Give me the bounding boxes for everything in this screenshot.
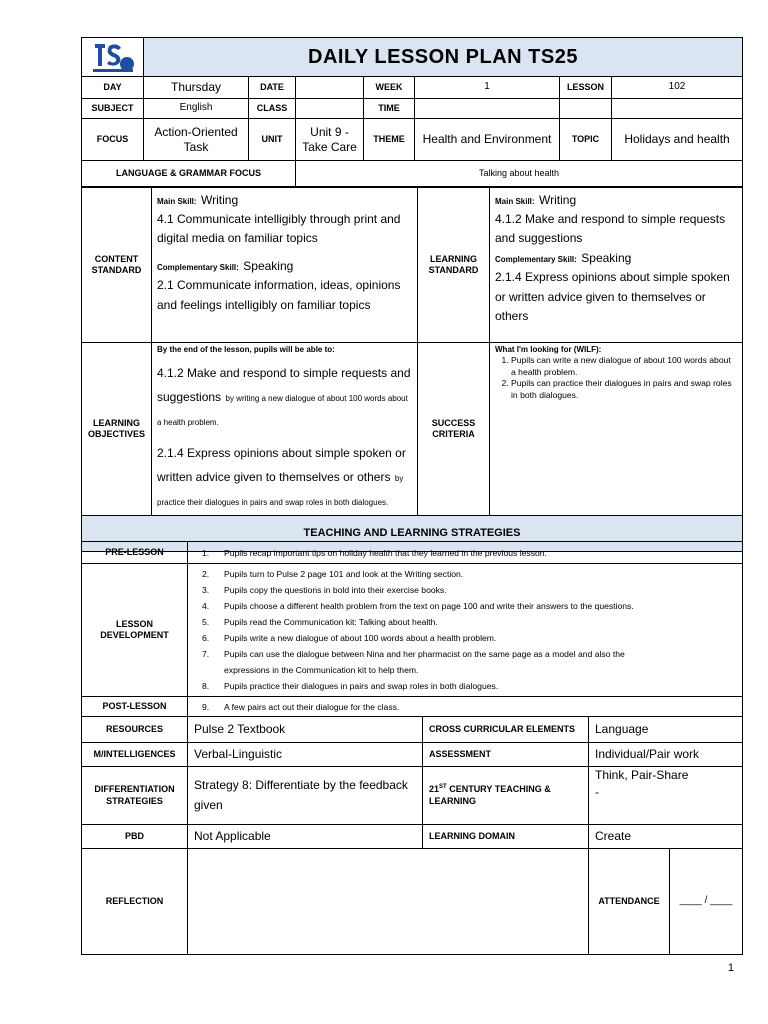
page-title: DAILY LESSON PLAN TS25 [144,38,743,77]
strategies-header: TEACHING AND LEARNING STRATEGIES [82,516,743,552]
assessment-value: Individual/Pair work [589,743,743,767]
lesson-steps-table [81,541,743,717]
week-value: 1 [415,77,560,99]
ts25-logo-icon [89,40,137,74]
objective-1-text: 4.1.2 Make and respond to simple requests and suggestions [157,366,411,404]
content-comp-skill: Speaking [243,259,294,274]
success-criteria-cell [490,343,743,516]
lesson-development-cell [188,564,743,697]
wilf-item: 2. Pupils can practice their dialogues in pairs and swap roles in both dialogues. [511,378,737,401]
learning-objectives-label: LEARNING OBJECTIVES [82,343,152,516]
lesson-plan-header-table [81,37,743,187]
content-standard-label: CONTENT STANDARD [82,188,152,343]
language-focus-label: LANGUAGE & GRAMMAR FOCUS [82,161,296,187]
century-learning-value: Think, Pair-Share [595,768,689,782]
standards-table [81,187,743,552]
learning-domain-label: LEARNING DOMAIN [423,825,589,849]
wilf-intro: What I'm looking for (WILF): [495,345,602,354]
mi-label: M/INTELLIGENCES [82,743,188,767]
language-focus-value: Talking about health [296,161,743,187]
content-standard-cell: Main Skill: Writing 4.1 Communicate intelligibly through print and digital media on familiar topics Complementary Skill: Speaking 2.1 Communicate information, ideas, opinions and feelings intelligibly on familiar topics [152,188,418,343]
step-item: 5. Pupils read the Communication kit: Talking about health. [202,617,438,627]
learning-comp-skill: Speaking [581,251,632,266]
subject-label: SUBJECT [82,99,144,119]
learning-main-text: 4.1.2 Make and respond to simple requests and suggestions [495,212,726,246]
step-item: 9. A few pairs act out their dialogue for the class. [202,701,400,712]
success-criteria-label: SUCCESS CRITERIA [418,343,490,516]
reflection-value[interactable] [188,849,589,955]
attendance-value[interactable]: ____ / ____ [670,849,743,955]
step-item: 6. Pupils write a new dialogue of about 100 words about a health problem. [202,633,497,643]
resources-label: RESOURCES [82,717,188,743]
step-item: expressions in the Communication kit to help them. [224,665,419,675]
content-main-text: 4.1 Communicate intelligibly through print and digital media on familiar topics [157,212,401,246]
step-item: 2. Pupils turn to Pulse 2 page 101 and look at the Writing section. [202,569,464,579]
pre-lesson-label: PRE-LESSON [82,542,188,564]
topic-value: Holidays and health [612,119,743,161]
step-item: 7. Pupils can use the dialogue between Nina and her pharmacist on the same page as a model and also the [202,649,625,659]
century-learning-cell: Think, Pair-Share - [589,767,743,825]
step-item: 8. Pupils practice their dialogues in pairs and swap roles in both dialogues. [202,681,499,691]
content-main-skill: Writing [201,193,239,207]
class-label: CLASS [249,99,296,119]
learning-comp-text: 2.1.4 Express opinions about simple spoken or written advice given to themselves or others [495,270,730,323]
learning-standard-label: LEARNING STANDARD [418,188,490,343]
century-learning-label: 21ST CENTURY TEACHING & LEARNING [423,767,589,825]
unit-label: UNIT [249,119,296,161]
cross-curricular-label: CROSS CURRICULAR ELEMENTS [423,717,589,743]
time-value [415,99,560,119]
step-item: 3. Pupils copy the questions in bold into their exercise books. [202,585,447,595]
content-comp-text: 2.1 Communicate information, ideas, opinions and feelings intelligibly on familiar topics [157,278,401,312]
topic-label: TOPIC [560,119,612,161]
logo-cell [82,38,144,77]
cross-curricular-value: Language [589,717,743,743]
step-item: 4. Pupils choose a different health problem from the text on page 100 and write their answers to the questions. [202,601,634,611]
lesson-label: LESSON [560,77,612,99]
theme-label: THEME [364,119,415,161]
wilf-item: 1. Pupils can write a new dialogue of about 100 words about a health problem. [511,355,737,378]
focus-label: FOCUS [82,119,144,161]
date-value [296,77,364,99]
date-label: DATE [249,77,296,99]
time-label: TIME [364,99,415,119]
learning-domain-value: Create [589,825,743,849]
class-value [296,99,364,119]
bottom-table [81,716,743,955]
lesson-value: 102 [612,77,743,99]
objective-2-text: 2.1.4 Express opinions about simple spoken or written advice given to themselves or others [157,446,406,484]
post-lesson-cell [188,697,743,717]
wilf-list [495,355,737,401]
theme-value: Health and Environment [415,119,560,161]
page-number: 1 [727,962,734,974]
assessment-label: ASSESSMENT [423,743,589,767]
objectives-intro: By the end of the lesson, pupils will be able to: [157,345,335,354]
day-value: Thursday [144,77,249,99]
unit-value: Unit 9 - Take Care [296,119,364,161]
objective-1-detail: by writing a new dialogue of about 100 words about a health problem. [157,394,408,427]
attendance-label: ATTENDANCE [589,849,670,955]
pbd-label: PBD [82,825,188,849]
differentiation-value: Strategy 8: Differentiate by the feedback given [188,767,423,825]
learning-objectives-cell [152,343,418,516]
subject-value: English [144,99,249,119]
focus-value: Action-Oriented Task [144,119,249,161]
learning-main-skill: Writing [539,193,577,207]
mi-value: Verbal-Linguistic [188,743,423,767]
differentiation-label: DIFFERENTIATION STRATEGIES [82,767,188,825]
reflection-label: REFLECTION [82,849,188,955]
resources-value: Pulse 2 Textbook [188,717,423,743]
lesson-development-label: LESSON DEVELOPMENT [82,564,188,697]
learning-standard-cell: Main Skill: Writing 4.1.2 Make and respond to simple requests and suggestions Complementary Skill: Speaking 2.1.4 Express opinions about simple spoken or written advice given to themselves or others [490,188,743,343]
post-lesson-label: POST-LESSON [82,697,188,717]
pbd-value: Not Applicable [188,825,423,849]
day-label: DAY [82,77,144,99]
pre-lesson-cell [188,542,743,564]
step-item: 1. Pupils recap important tips on holiday health that they learned in the previous lesson. [202,547,547,558]
week-label: WEEK [364,77,415,99]
objective-2-detail: by practice their dialogues in pairs and swap roles in both dialogues. [157,474,404,507]
